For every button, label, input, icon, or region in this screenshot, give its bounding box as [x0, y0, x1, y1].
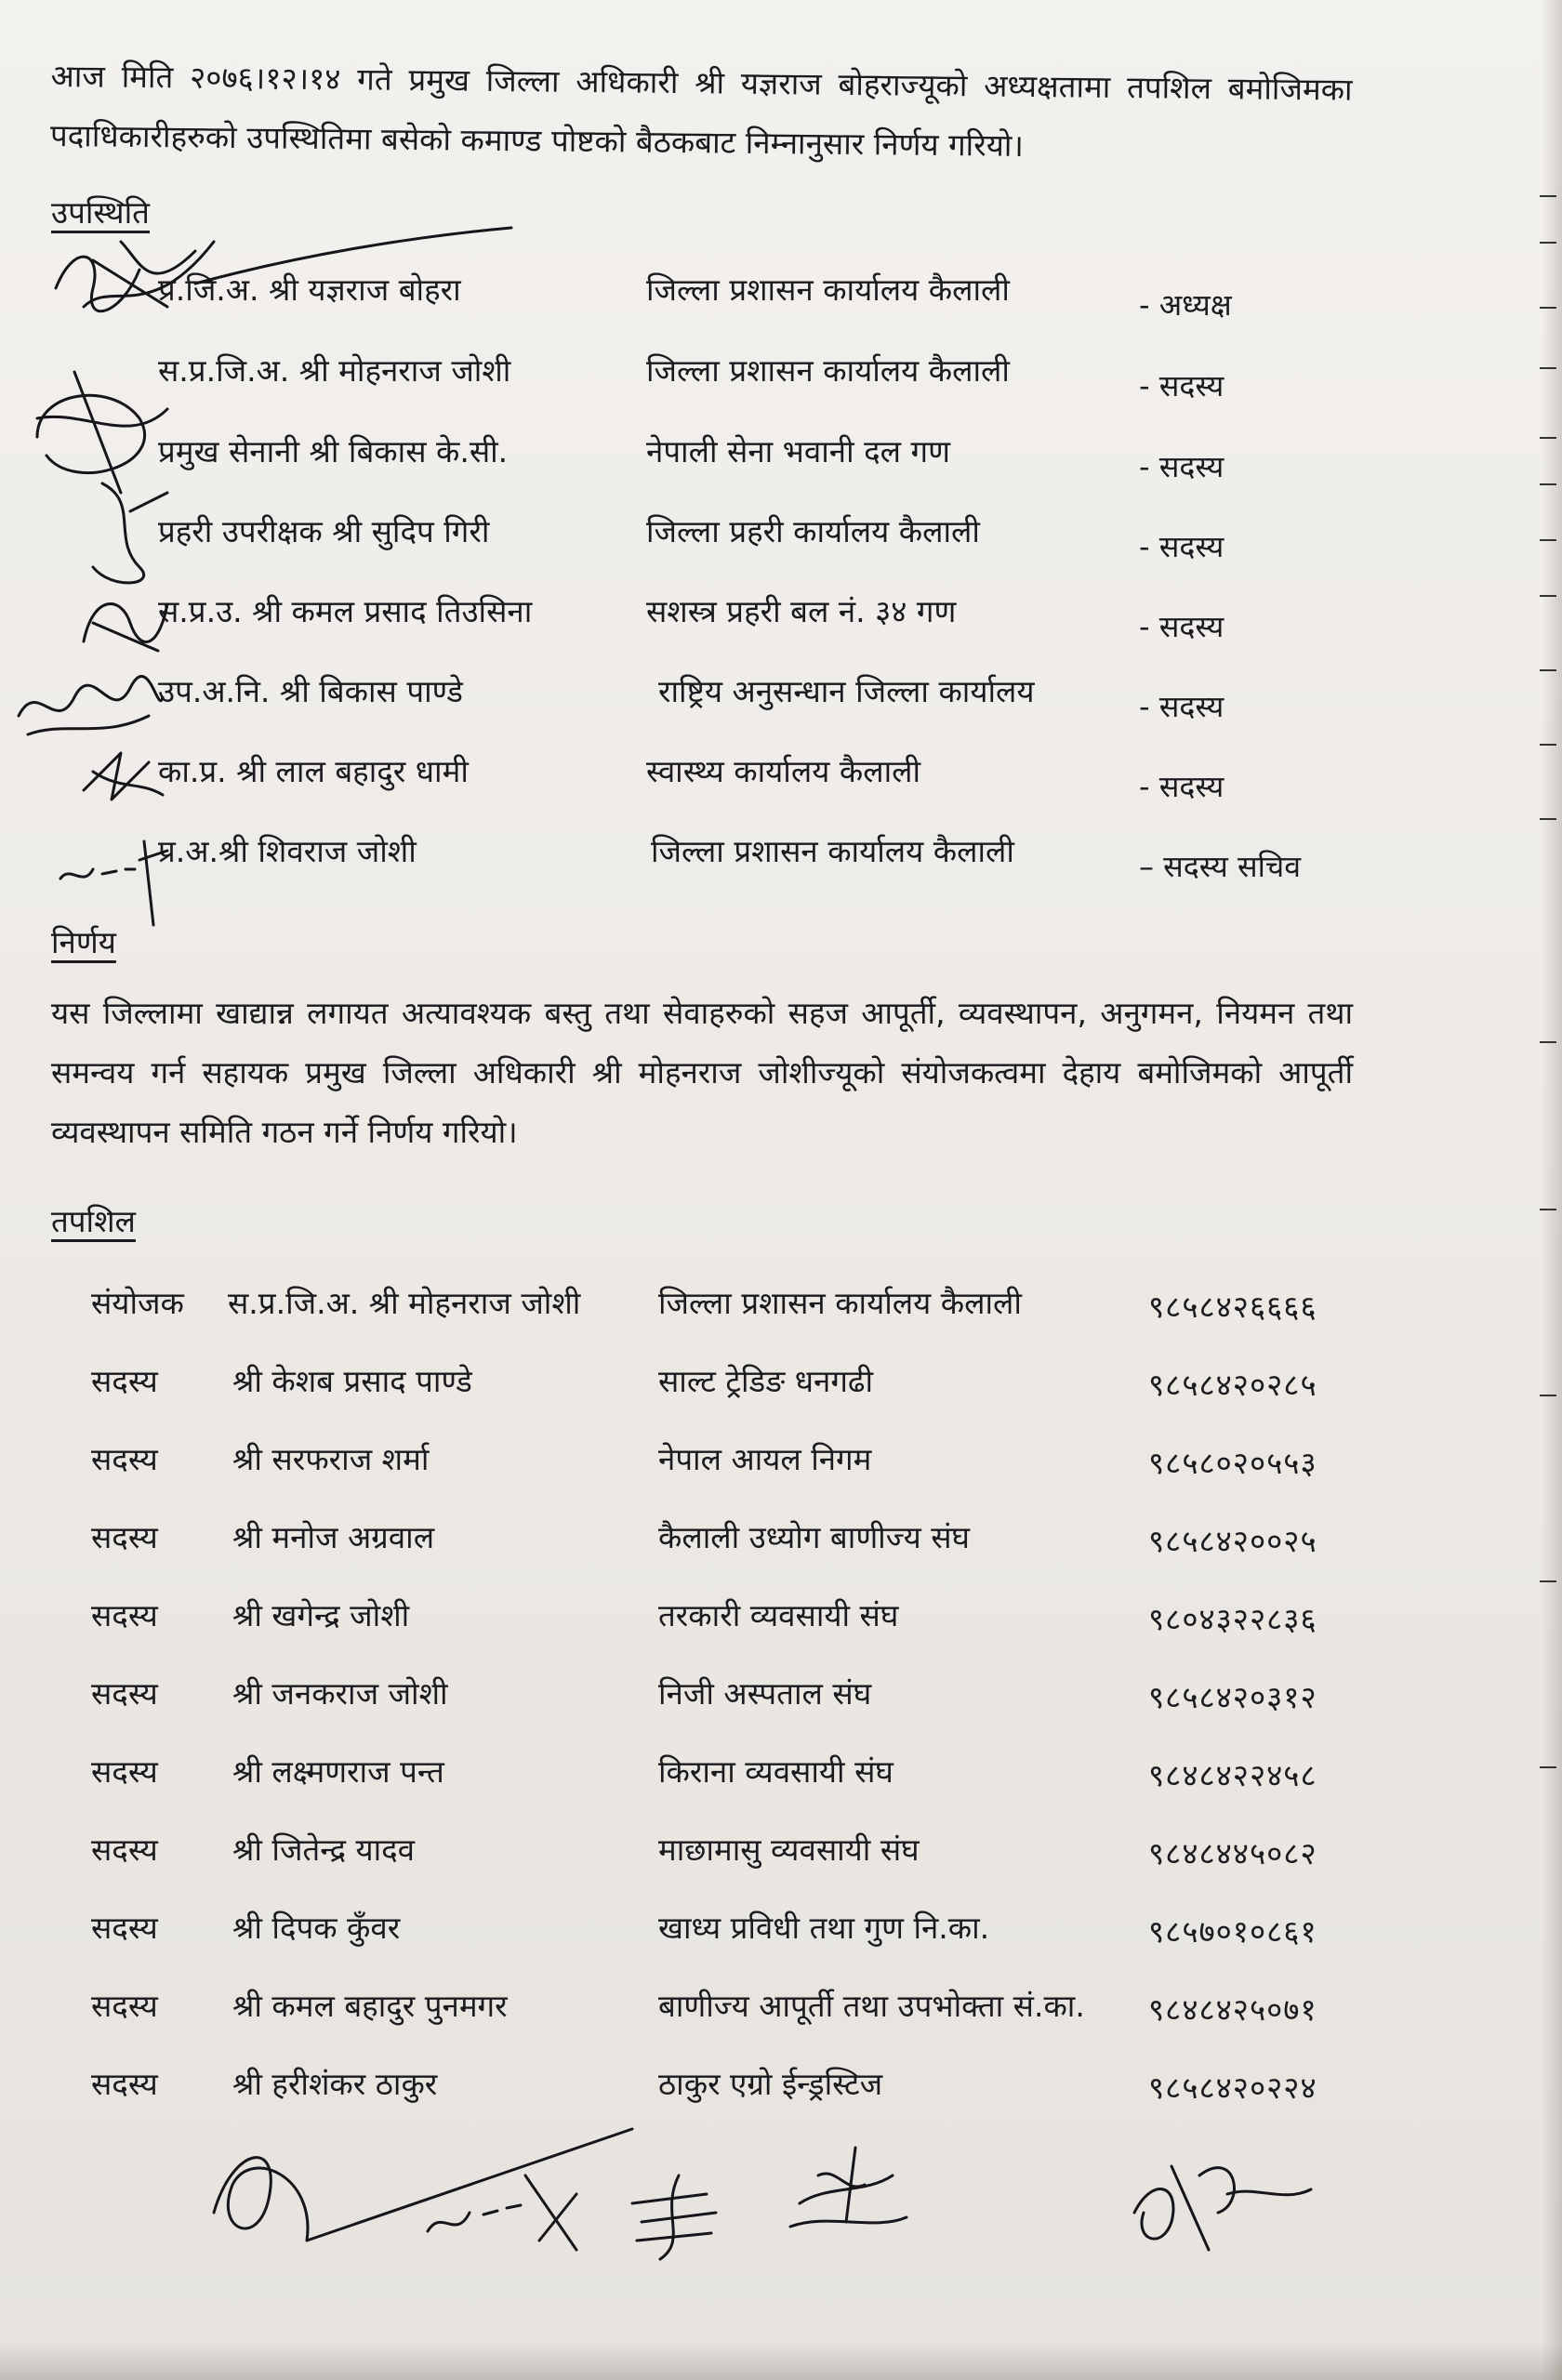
schedule-name: श्री खगेन्द्र जोशी [232, 1597, 410, 1633]
schedule-row [0, 1672, 1562, 1737]
attendee-role: - सदस्य [1139, 689, 1224, 724]
attendee-role: - सदस्य [1139, 368, 1224, 403]
decision-paragraph: यस जिल्लामा खाद्यान्न लगायत अत्यावश्यक बस्तु तथा सेवाहरुको सहज आपूर्ती, व्यवस्थापन, अनुगमन, नियमन तथा समन्वय गर्न सहायक प्रमुख जिल्ला अधिकारी श्री मोहनराज जोशीज्यूको संयोजकत्वमा देहाय बमोजिमको आपूर्ती व्यवस्थापन समिति गठन गर्ने निर्णय गरियो। [51, 995, 1353, 1150]
attendance-row [0, 749, 1562, 814]
schedule-name: स.प्र.जि.अ. श्री मोहनराज जोशी [228, 1285, 581, 1321]
schedule-row [0, 1437, 1562, 1502]
schedule-row [0, 1906, 1562, 1971]
attendance-row [0, 349, 1562, 414]
schedule-name: श्री दिपक कुँवर [232, 1910, 401, 1946]
schedule-row [0, 1515, 1562, 1580]
attendee-office: सशस्त्र प्रहरी बल नं. ३४ गण [646, 593, 957, 629]
attendee-office: नेपाली सेना भवानी दल गण [646, 433, 950, 469]
signature-mark [74, 744, 167, 809]
schedule-org: बाणीज्य आपूर्ती तथा उपभोक्ता सं.का. [658, 1988, 1085, 2024]
schedule-post: सदस्य [91, 1363, 158, 1399]
schedule-row [0, 1984, 1562, 2049]
signature-mark [781, 2138, 911, 2250]
page-bottom-shadow [0, 2343, 1562, 2380]
schedule-post: सदस्य [91, 1753, 158, 1790]
schedule-name: श्री लक्ष्मणराज पन्त [232, 1753, 444, 1790]
schedule-name: श्री मनोज अग्रवाल [232, 1519, 435, 1555]
intro-paragraph: आज मिति २०७६।१२।१४ गते प्रमुख जिल्ला अधिकारी श्री यज्ञराज बोहराज्यूको अध्यक्षतामा तपशिल बमोजिमका पदाधिकारीहरुको उपस्थितिमा बसेको कमाण्ड पोष्टको बैठकबाट निम्नानुसार निर्णय गरियो। [49, 57, 1353, 164]
attendance-row [0, 829, 1562, 894]
signature-mark [418, 2157, 595, 2259]
schedule-name: श्री केशब प्रसाद पाण्डे [232, 1363, 472, 1399]
schedule-name: श्री कमल बहादुर पुनमगर [232, 1988, 508, 2024]
attendee-office: राष्ट्रिय अनुसन्धान जिल्ला कार्यालय [658, 673, 1035, 709]
schedule-org: निजी अस्पताल संघ [658, 1675, 872, 1712]
schedule-name: श्री जितेन्द्र यादव [232, 1831, 416, 1868]
decision-heading: निर्णय [51, 924, 116, 960]
signature-mark [1116, 2138, 1320, 2259]
signature-mark [186, 218, 521, 293]
attendance-row [0, 589, 1562, 654]
schedule-row [0, 1281, 1562, 1346]
signature-mark [51, 832, 172, 934]
schedule-row [0, 1828, 1562, 1893]
schedule-name: श्री हरीशंकर ठाकुर [232, 2066, 438, 2102]
schedule-org: जिल्ला प्रशासन कार्यालय कैलाली [658, 1285, 1022, 1321]
signature-mark [623, 2166, 735, 2268]
attendance-row [0, 509, 1562, 575]
margin-mark [1540, 1580, 1556, 1582]
schedule-phone: ९८५८४२०२२४ [1148, 2069, 1317, 2106]
schedule-post: सदस्य [91, 1988, 158, 2024]
schedule-phone: ९८५८४२००२५ [1148, 1523, 1317, 1559]
attendance-row [0, 669, 1562, 734]
margin-mark [1540, 818, 1556, 820]
schedule-name: श्री जनकराज जोशी [232, 1675, 448, 1712]
signature-mark [9, 669, 167, 744]
schedule-post: सदस्य [91, 2066, 158, 2102]
attendee-office: जिल्ला प्रशासन कार्यालय कैलाली [651, 833, 1014, 869]
schedule-org: किराना व्यवसायी संघ [658, 1753, 894, 1790]
attendee-role: - अध्यक्ष [1139, 287, 1232, 323]
margin-mark [1540, 242, 1556, 244]
attendee-name: प्र.जि.अ. श्री यज्ञराज बोहरा [158, 271, 461, 308]
schedule-phone: ९८४८४२५०७१ [1148, 1991, 1317, 2028]
attendance-heading: उपस्थिति [51, 194, 150, 231]
schedule-phone: ९८४८४४५०८२ [1148, 1835, 1317, 1871]
schedule-row [0, 1750, 1562, 1815]
schedule-post: सदस्य [91, 1831, 158, 1868]
attendee-role: - सदस्य [1139, 769, 1224, 804]
schedule-post: सदस्य [91, 1597, 158, 1633]
schedule-phone: ९८५७०१०८६१ [1148, 1913, 1317, 1950]
schedule-row [0, 2062, 1562, 2127]
attendee-role: - सदस्य [1139, 529, 1224, 564]
margin-mark [1540, 744, 1556, 746]
attendee-name: प्रहरी उपरीक्षक श्री सुदिप गिरी [158, 513, 490, 549]
attendee-name: स.प्र.जि.अ. श्री मोहनराज जोशी [158, 352, 511, 389]
schedule-post: सदस्य [91, 1910, 158, 1946]
attendance-row [0, 430, 1562, 495]
schedule-row [0, 1593, 1562, 1659]
schedule-phone: ९८४८४२२४५८ [1148, 1757, 1317, 1793]
attendee-office: स्वास्थ्य कार्यालय कैलाली [646, 753, 921, 789]
schedule-org: साल्ट ट्रेडिङ धनगढी [658, 1363, 874, 1399]
attendee-office: जिल्ला प्रशासन कार्यालय कैलाली [646, 352, 1010, 389]
schedule-post: सदस्य [91, 1519, 158, 1555]
schedule-name: श्री सरफराज शर्मा [232, 1441, 430, 1477]
schedule-org: नेपाल आयल निगम [658, 1441, 872, 1477]
schedule-phone: ९८५८०२०५५३ [1148, 1445, 1317, 1481]
attendee-role: - सदस्य [1139, 609, 1224, 644]
schedule-org: ठाकुर एग्रो ईन्ड्रस्टिज [658, 2066, 883, 2102]
attendee-name: प्र.अ.श्री शिवराज जोशी [158, 833, 417, 869]
schedule-phone: ९८५८४२०३१२ [1148, 1679, 1317, 1715]
attendee-name: प्रमुख सेनानी श्री बिकास के.सी. [158, 433, 509, 469]
schedule-post: संयोजक [91, 1285, 184, 1321]
schedule-phone: ९८०४३२२८३६ [1148, 1601, 1317, 1637]
schedule-row [0, 1359, 1562, 1424]
attendee-role: – सदस्य सचिव [1139, 849, 1302, 884]
schedule-heading: तपशिल [51, 1203, 136, 1239]
schedule-phone: ९८५८४२०२८५ [1148, 1367, 1317, 1403]
attendee-name: स.प्र.उ. श्री कमल प्रसाद तिउसिना [158, 593, 533, 629]
schedule-org: तरकारी व्यवसायी संघ [658, 1597, 899, 1633]
schedule-org: कैलाली उध्योग बाणीज्य संघ [658, 1519, 971, 1555]
schedule-post: सदस्य [91, 1441, 158, 1477]
schedule-phone: ९८५८४२६६६६ [1148, 1289, 1317, 1325]
margin-mark [1540, 195, 1556, 197]
attendee-name: का.प्र. श्री लाल बहादुर धामी [158, 753, 469, 789]
signature-mark [74, 586, 177, 660]
schedule-org: खाध्य प्रविधी तथा गुण नि.का. [658, 1910, 990, 1946]
schedule-post: सदस्य [91, 1675, 158, 1712]
margin-mark [1540, 1041, 1556, 1043]
attendee-name: उप.अ.नि. श्री बिकास पाण्डे [158, 673, 463, 709]
schedule-org: माछामासु व्यवसायी संघ [658, 1831, 920, 1868]
attendee-role: - सदस्य [1139, 449, 1224, 484]
attendee-office: जिल्ला प्रहरी कार्यालय कैलाली [646, 513, 980, 549]
attendee-office: जिल्ला प्रशासन कार्यालय कैलाली [646, 271, 1010, 308]
margin-mark [1540, 1209, 1556, 1210]
signature-mark [74, 474, 177, 595]
